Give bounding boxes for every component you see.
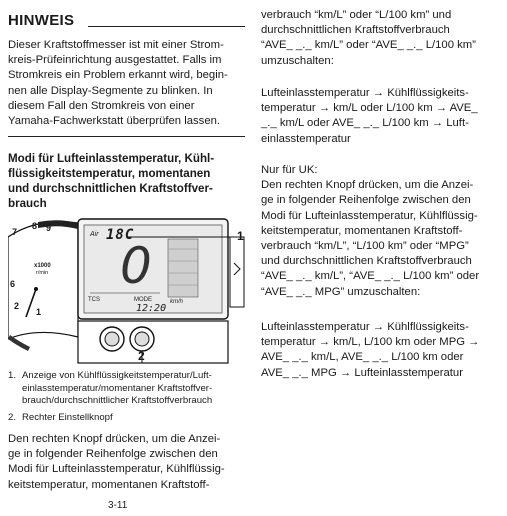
scale-label: 2 [14,301,20,311]
scale-label: 1 [36,307,42,317]
paragraph-line: Den rechten Knopf drücken, um die Anzei- [8,433,221,445]
right-paragraph-3 [261,163,501,300]
paragraph-line: _._ km/L oder AVE_ _._ L/100 km → Luft- [261,117,469,130]
section-title-line: und durchschnittlichen Kraftstoffver- [8,182,213,195]
note-line: kreis-Prüfeinrichtung ausgestattet. Falls im [8,54,222,67]
section-title-line: Modi für Lufteinlasstemperatur, Kühl- [8,152,215,165]
paragraph-line: ge in folgender Reihenfolge zwischen den [8,448,218,461]
paragraph-line: keitstemperatur, momentanen Kraftstoff- [261,224,463,237]
note-header [8,8,245,30]
note-rule [88,26,245,27]
mode-label: MODE [134,297,152,303]
legend-item [8,370,245,408]
paragraph-line: keitstemperatur, momentanen Kraftstoff- [8,478,210,491]
scale-label: 7 [12,227,18,237]
legend-line: einlasstemperatur/momentaner Kraftstoffver- [22,382,213,394]
section-title-line: brauch [8,197,47,210]
note-line: diesem Fall den Stromkreis von einer [8,99,195,112]
paragraph-line: Modi für Lufteinlasstemperatur, Kühlflüssig- [8,463,225,476]
note-separator [8,136,245,137]
scale-label: 8 [32,221,38,231]
legend-line: Anzeige von Kühlflüssigkeitstemperatur/Luft- [22,370,212,381]
figure-legend [8,370,245,424]
paragraph-line: und durchschnittlichen Kraftstoffverbrauch [261,255,472,268]
callout-1: 1 [237,229,244,243]
legend-line: Rechter Einstellknopf [22,411,113,423]
paragraph-line: Modi für Lufteinlasstemperatur, Kühlflüssig- [261,209,478,222]
paragraph-line: verbrauch “km/L”, “L/100 km” oder “MPG” [261,240,469,253]
speed-unit: km/h [170,299,184,305]
paragraph-line: verbrauch “km/L” oder “L/100 km” und [261,9,452,21]
note-line: Yamaha-Fachwerkstatt überprüfen lassen. [8,115,221,128]
right-paragraph-4 [261,320,501,381]
paragraph-line: umzuschalten: [261,54,334,67]
rpm-multiplier: x1000 [34,263,51,269]
air-temp-readout: 18C [106,227,135,243]
right-paragraph-2 [261,86,501,147]
note-line: nen alle Display-Segmente zu blinken. In [8,84,213,97]
legend-item [8,412,245,425]
paragraph-line: “AVE_ _._ km/L” oder “AVE_ _._ L/100 km” [261,39,476,52]
paragraph-line: “AVE_ _._ km/L”, “AVE_ _._ L/100 km” oder [261,270,480,283]
section-title-line: flüssigkeitstemperatur, momentanen [8,167,211,180]
page-number: 3-11 [108,500,128,511]
note-body [8,38,245,129]
legend-number: 1. [8,370,17,381]
paragraph-line: einlasstemperatur [261,132,351,145]
paragraph-line: Lufteinlasstemperatur → Kühlflüssigkeits- [261,87,469,99]
paragraph-line: temperatur → km/L, L/100 km oder MPG → [261,336,480,349]
scale-label: 6 [10,279,16,289]
air-label: Air [90,231,99,238]
tcs-label: TCS [88,297,100,303]
legend-number: 2. [8,411,17,423]
paragraph-line: Den rechten Knopf drücken, um die Anzei- [261,179,474,192]
paragraph-line: ge in folgender Reihenfolge zwischen den [261,194,471,207]
paragraph-line: Lufteinlasstemperatur → Kühlflüssigkeits- [261,321,469,333]
right-paragraph-1 [261,8,501,69]
paragraph-line: AVE_ _._ MPG → Lufteinlasstemperatur [261,366,463,379]
paragraph-line: “AVE_ _._ MPG” umzuschalten: [261,285,421,298]
paragraph-line: temperatur → km/L oder L/100 km → AVE_ [261,102,478,115]
rpm-unit: r/min [36,270,49,276]
note-title: HINWEIS [8,12,75,29]
paragraph-line: AVE_ _._ km/L, AVE_ _._ L/100 km oder [261,351,464,364]
note-line: Stromkreis ein Problem erkannt wird, begin- [8,69,228,82]
paragraph-line: Nur für UK: [261,164,318,176]
scale-label: 9 [46,223,52,233]
section-title [8,151,245,211]
callout-2: 2 [138,349,145,363]
clock-readout: 12:20 [136,303,167,314]
paragraph-line: durchschnittlichen Kraftstoffverbrauch [261,24,450,37]
legend-line: brauch/durchschnittlicher Kraftstoffverbrauch [22,395,213,407]
note-line: Dieser Kraftstoffmesser ist mit einer Strom- [8,39,224,51]
instrument-figure [8,217,245,364]
left-paragraph [8,432,245,493]
speed-digit: 0 [120,237,152,295]
